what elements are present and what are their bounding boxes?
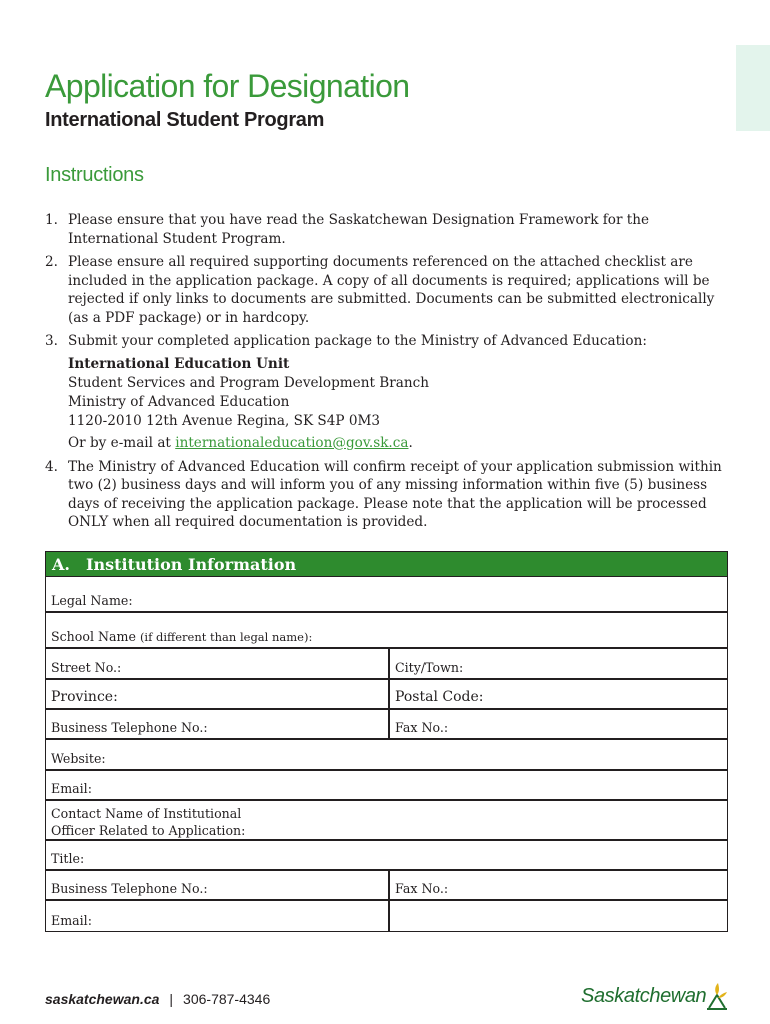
business-phone-field[interactable] (46, 710, 390, 738)
address-ministry: Ministry of Advanced Education (68, 393, 290, 410)
form-row (46, 871, 727, 901)
section-title: Institution Information (86, 555, 297, 574)
postal-code-label: Postal Code: (395, 689, 484, 705)
instruction-item (45, 253, 735, 327)
province-label: Province: (51, 689, 118, 705)
school-name-field[interactable] (46, 613, 727, 647)
form-row (46, 740, 727, 771)
fax-2-label: Fax No.: (395, 881, 449, 896)
contact-name-label-line2: Officer Related to Application: (51, 823, 246, 838)
address-branch: Student Services and Program Development Branch (68, 374, 429, 391)
form-row (46, 801, 727, 841)
instruction-item (45, 332, 735, 453)
side-tab-marker (736, 45, 770, 131)
street-no-field[interactable] (46, 649, 390, 678)
fax-field[interactable] (390, 710, 727, 738)
form-section-header (46, 552, 727, 577)
email-2-label: Email: (51, 913, 92, 928)
instruction-item (45, 211, 735, 248)
footer-website[interactable]: saskatchewan.ca (45, 991, 160, 1007)
email-prefix: Or by e-mail at (68, 434, 176, 451)
instruction-number: 4. (45, 458, 58, 475)
wheat-sheaf-icon (706, 981, 728, 1011)
email-line (68, 434, 735, 453)
instruction-number: 1. (45, 212, 58, 228)
institution-info-form (45, 551, 728, 932)
business-phone-label: Business Telephone No.: (51, 720, 208, 735)
contact-name-label-line1: Contact Name of Institutional (51, 806, 242, 821)
title-label: Title: (51, 851, 85, 866)
form-row (46, 577, 727, 613)
saskatchewan-logo (581, 981, 728, 1011)
instructions-list (45, 211, 735, 537)
legal-name-label: Legal Name: (51, 593, 133, 608)
instructions-heading: Instructions (45, 164, 144, 186)
website-label: Website: (51, 751, 106, 766)
instruction-text: The Ministry of Advanced Education will confirm receipt of your application submission within two (2) business days and will inform you of any missing information within five (5) business days of receiving the application package. Please note that the application will be processed ONLY when all required documentation is provided. (68, 458, 722, 530)
footer-contact (45, 991, 270, 1007)
fax-2-field[interactable] (390, 871, 727, 899)
website-field[interactable] (46, 740, 727, 769)
instruction-text: Submit your completed application package to the Ministry of Advanced Education: (68, 333, 647, 349)
street-no-label: Street No.: (51, 660, 122, 675)
city-town-field[interactable] (390, 649, 727, 678)
form-row (46, 771, 727, 801)
province-field[interactable] (46, 680, 390, 708)
document-title: Application for Designation (45, 68, 410, 104)
school-name-note: (if different than legal name): (139, 630, 313, 644)
school-name-label: School Name (51, 629, 136, 644)
contact-name-field[interactable] (46, 801, 727, 839)
form-row (46, 710, 727, 740)
document-subtitle: International Student Program (45, 109, 325, 131)
title-field[interactable] (46, 841, 727, 869)
mailing-address (68, 355, 735, 453)
form-row (46, 901, 727, 931)
instruction-item (45, 458, 735, 532)
business-phone-2-field[interactable] (46, 871, 390, 899)
business-phone-2-label: Business Telephone No.: (51, 881, 208, 896)
section-letter: A. (52, 555, 70, 574)
instruction-number: 3. (45, 333, 58, 349)
city-town-label: City/Town: (395, 660, 464, 675)
address-street: 1120-2010 12th Avenue Regina, SK S4P 0M3 (68, 412, 381, 429)
fax-label: Fax No.: (395, 720, 449, 735)
email-label: Email: (51, 781, 92, 796)
instruction-text: Please ensure all required supporting documents referenced on the attached checklist are included in the application package. A copy of all documents is required; applications will be rejected if only links to documents are submitted. Documents can be submitted electronically (as a PDF package) or in hardcopy. (68, 254, 715, 326)
email-link[interactable]: internationaleducation@gov.sk.ca (175, 434, 409, 451)
logo-wordmark: Saskatchewan (581, 984, 707, 1007)
form-row (46, 680, 727, 710)
form-row (46, 613, 727, 649)
address-org: International Education Unit (68, 355, 290, 372)
postal-code-field[interactable] (390, 680, 727, 708)
email-suffix: . (408, 434, 413, 451)
footer-separator: | (169, 991, 174, 1007)
legal-name-field[interactable] (46, 577, 727, 611)
instruction-number: 2. (45, 254, 58, 270)
email-field[interactable] (46, 771, 727, 799)
instruction-text: Please ensure that you have read the Saskatchewan Designation Framework for the International Student Program. (68, 212, 650, 247)
email-2-extra-field[interactable] (390, 901, 727, 931)
footer-phone: 306-787-4346 (183, 991, 271, 1007)
email-2-field[interactable] (46, 901, 390, 931)
form-row (46, 649, 727, 680)
form-row (46, 841, 727, 871)
